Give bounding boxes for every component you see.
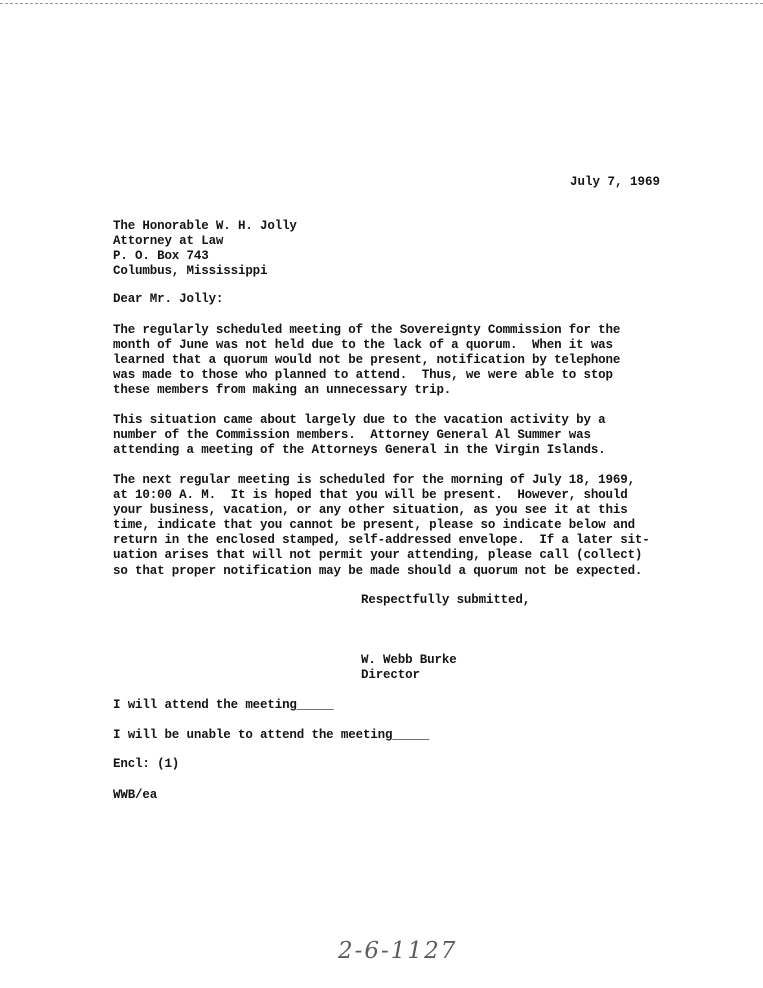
initials-text: WWB/ea <box>113 788 158 802</box>
paragraph-line: your business, vacation, or any other situation, as you see it at this <box>113 503 628 518</box>
address-line: Columbus, Mississippi <box>113 264 268 279</box>
paragraph-line: these members from making an unnecessary trip. <box>113 383 452 398</box>
typist-initials <box>113 788 157 803</box>
paragraph-line: so that proper notification may be made should a quorum not be expected. <box>113 563 643 578</box>
address-line: Attorney at Law <box>113 234 224 249</box>
paragraph-line: learned that a quorum would not be present, notification by telephone <box>113 353 621 368</box>
address-line: The Honorable W. H. Jolly <box>113 219 297 233</box>
enclosure-text: Encl: (1) <box>113 757 180 771</box>
attend-line: I will attend the meeting_____ <box>113 698 334 712</box>
salutation <box>113 292 223 307</box>
paragraph-line: uation arises that will not permit your attending, please call (collect) <box>113 548 643 563</box>
unable-line: I will be unable to attend the meeting_____ <box>113 728 430 742</box>
paragraph-3 <box>113 473 650 579</box>
paragraph-line: number of the Commission members. Attorney General Al Summer was <box>113 428 591 443</box>
paragraph-line: This situation came about largely due to the vacation activity by a <box>113 413 606 427</box>
signer-title: Director <box>361 668 420 683</box>
paragraph-line: The next regular meeting is scheduled for the morning of July 18, 1969, <box>113 473 635 487</box>
enclosure-note <box>113 757 179 772</box>
signature-block <box>361 653 457 683</box>
recipient-address <box>113 219 297 279</box>
handwritten-file-number: 2-6-1127 <box>338 938 458 964</box>
signer-name: W. Webb Burke <box>361 653 457 667</box>
closing-text: Respectfully submitted, <box>361 593 531 607</box>
closing <box>361 593 530 608</box>
paragraph-line: return in the enclosed stamped, self-addressed envelope. If a later sit- <box>113 533 650 548</box>
paragraph-line: time, indicate that you cannot be present, please so indicate below and <box>113 518 635 533</box>
letter-date: July 7, 1969 <box>570 175 661 189</box>
paragraph-line: at 10:00 A. M. It is hoped that you will be present. However, should <box>113 488 628 503</box>
paragraph-1 <box>113 323 620 398</box>
paragraph-2 <box>113 413 606 458</box>
paragraph-line: attending a meeting of the Attorneys General in the Virgin Islands. <box>113 443 606 458</box>
salutation-text: Dear Mr. Jolly: <box>113 292 224 306</box>
paragraph-line: The regularly scheduled meeting of the Sovereignty Commission for the <box>113 323 621 337</box>
attend-response <box>113 698 334 713</box>
paragraph-line: was made to those who planned to attend. Thus, we were able to stop <box>113 368 613 383</box>
paragraph-line: month of June was not held due to the lack of a quorum. When it was <box>113 338 613 353</box>
top-dashed-edge <box>0 3 763 4</box>
unable-response <box>113 728 429 743</box>
address-line: P. O. Box 743 <box>113 249 209 264</box>
